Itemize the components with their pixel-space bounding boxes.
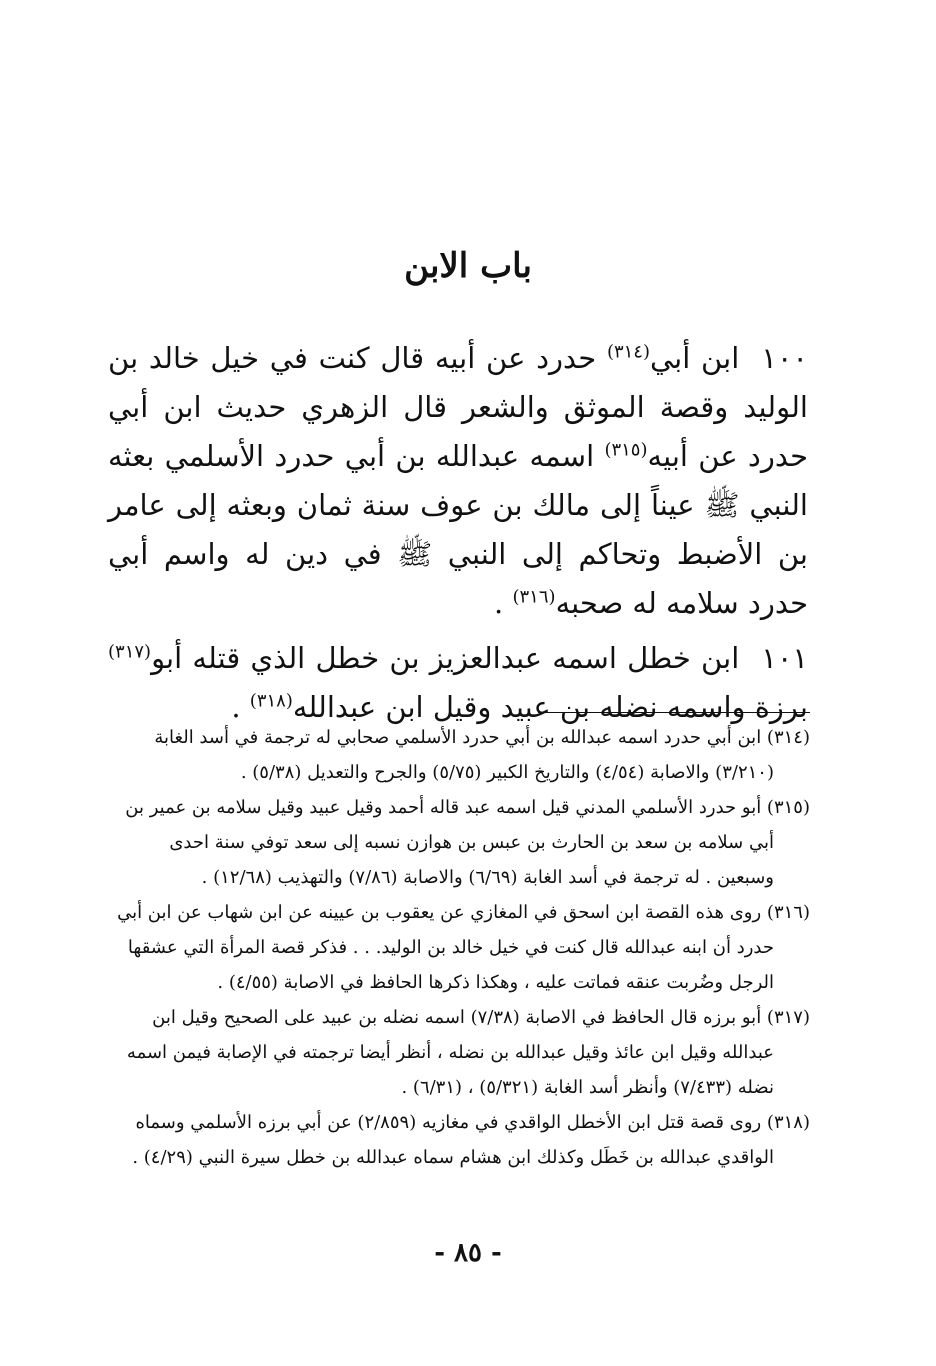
entry-text: حدرد عن أبيه قال كنت في خيل خالد بن الوليد وقصة الموثق والشعر قال الزهري حديث ابن أبي حدرد عن أبيه [108,341,808,473]
footnote-text: أبي سلامه بن سعد بن الحارث بن عبس بن هوازن نسبه إلى سعد توفي سنة احدى وسبعين . له ترجمة في أسد الغابة (٦/٦٩) والاصابة (٧/٨٦) والتهذيب (١٢/٦٨) . [169,832,774,888]
entry-text: اسمه عبدالله بن أبي حدرد الأسلمي بعثه النبي ﷺ عيناً إلى مالك بن عوف سنة ثمان وبعثه إلى عامر بن الأضبط وتحاكم إلى النبي ﷺ في دين له واسم أبي حدرد سلامه له صحبه [108,439,808,620]
footnote-text: عبدالله وقيل ابن عائذ وقيل عبدالله بن نضله ، أنظر أيضا ترجمته في الإصابة فيمن اسمه نضله (٧/٤٣٣) وأنظر أسد الغابة (٥/٣٢١) ، (٦/٣١) . [126,1042,774,1098]
footnote-ref: (٣١٦) [512,586,556,608]
entry-text: ابن خطل اسمه عبدالعزيز بن خطل الذي قتله أبو [151,641,740,675]
entry-text: . [231,690,250,724]
footnote-317 [110,1000,810,1105]
footnote-text: (٣١٦) روى هذه القصة ابن اسحق في المغازي عن يعقوب بن عيينه عن ابن شهاب عن ابن أبي [117,902,810,923]
entry-number: ١٠١ [761,641,808,675]
footnote-316 [110,895,810,1000]
entry-text: ابن أبي [650,341,740,375]
entry-number: ١٠٠ [761,341,808,375]
footnote-318 [110,1105,810,1175]
footnote-text: حدرد أن ابنه عبدالله قال كنت في خيل خالد بن الوليد. . . فذكر قصة المرأة التي عشقها الرجل وضُربت عنقه فماتت عليه ، وهكذا ذكرها الحافظ في الاصابة (٤/٥٥) . [127,937,774,993]
footnotes [110,720,810,1175]
footnote-text: (٣١٤) ابن أبي حدرد اسمه عبدالله بن أبي حدرد الأسلمي صحابي له ترجمة في أسد الغابة [154,727,810,748]
footnote-ref: (٣١٤) [606,341,651,363]
entry-text: . [494,586,513,620]
footnote-315 [110,790,810,895]
footnote-text: الواقدي عبدالله بن خَطَل وكذلك ابن هشام سماه عبدالله بن خطل سيرة النبي (٤/٢٩) . [132,1147,774,1168]
footnote-314 [110,720,810,790]
footnote-text: (٣١٥) أبو حدرد الأسلمي المدني قيل اسمه عبد قاله أحمد وقيل عبيد وقيل سلامه بن عمير بن [125,797,810,818]
footnote-ref: (٣١٨) [249,690,293,712]
page-number: - ٨٥ - [434,1238,502,1268]
footnote-text: (٣/٢١٠) والاصابة (٤/٥٤) والتاريخ الكبير (٥/٧٥) والجرح والتعديل (٥/٣٨) . [240,762,774,783]
footnote-ref: (٣١٥) [604,439,648,461]
footnote-text: (٣١٨) روى قصة قتل ابن الأخطل الواقدي في مغازيه (٢/٨٥٩) عن أبي برزه الأسلمي وسماه [135,1112,810,1133]
section-heading: باب الابن [404,246,532,286]
footnote-divider [538,712,810,713]
footnote-ref: (٣١٧) [108,641,152,663]
footnote-text: (٣١٧) أبو برزه قال الحافظ في الاصابة (٧/٣٨) اسمه نضله بن عبيد على الصحيح وقيل ابن [152,1007,810,1028]
entry-101 [108,634,808,732]
entry-text: برزة واسمه نضله بن عبيد وقيل ابن عبدالله [292,690,808,724]
entry-100 [108,334,808,628]
